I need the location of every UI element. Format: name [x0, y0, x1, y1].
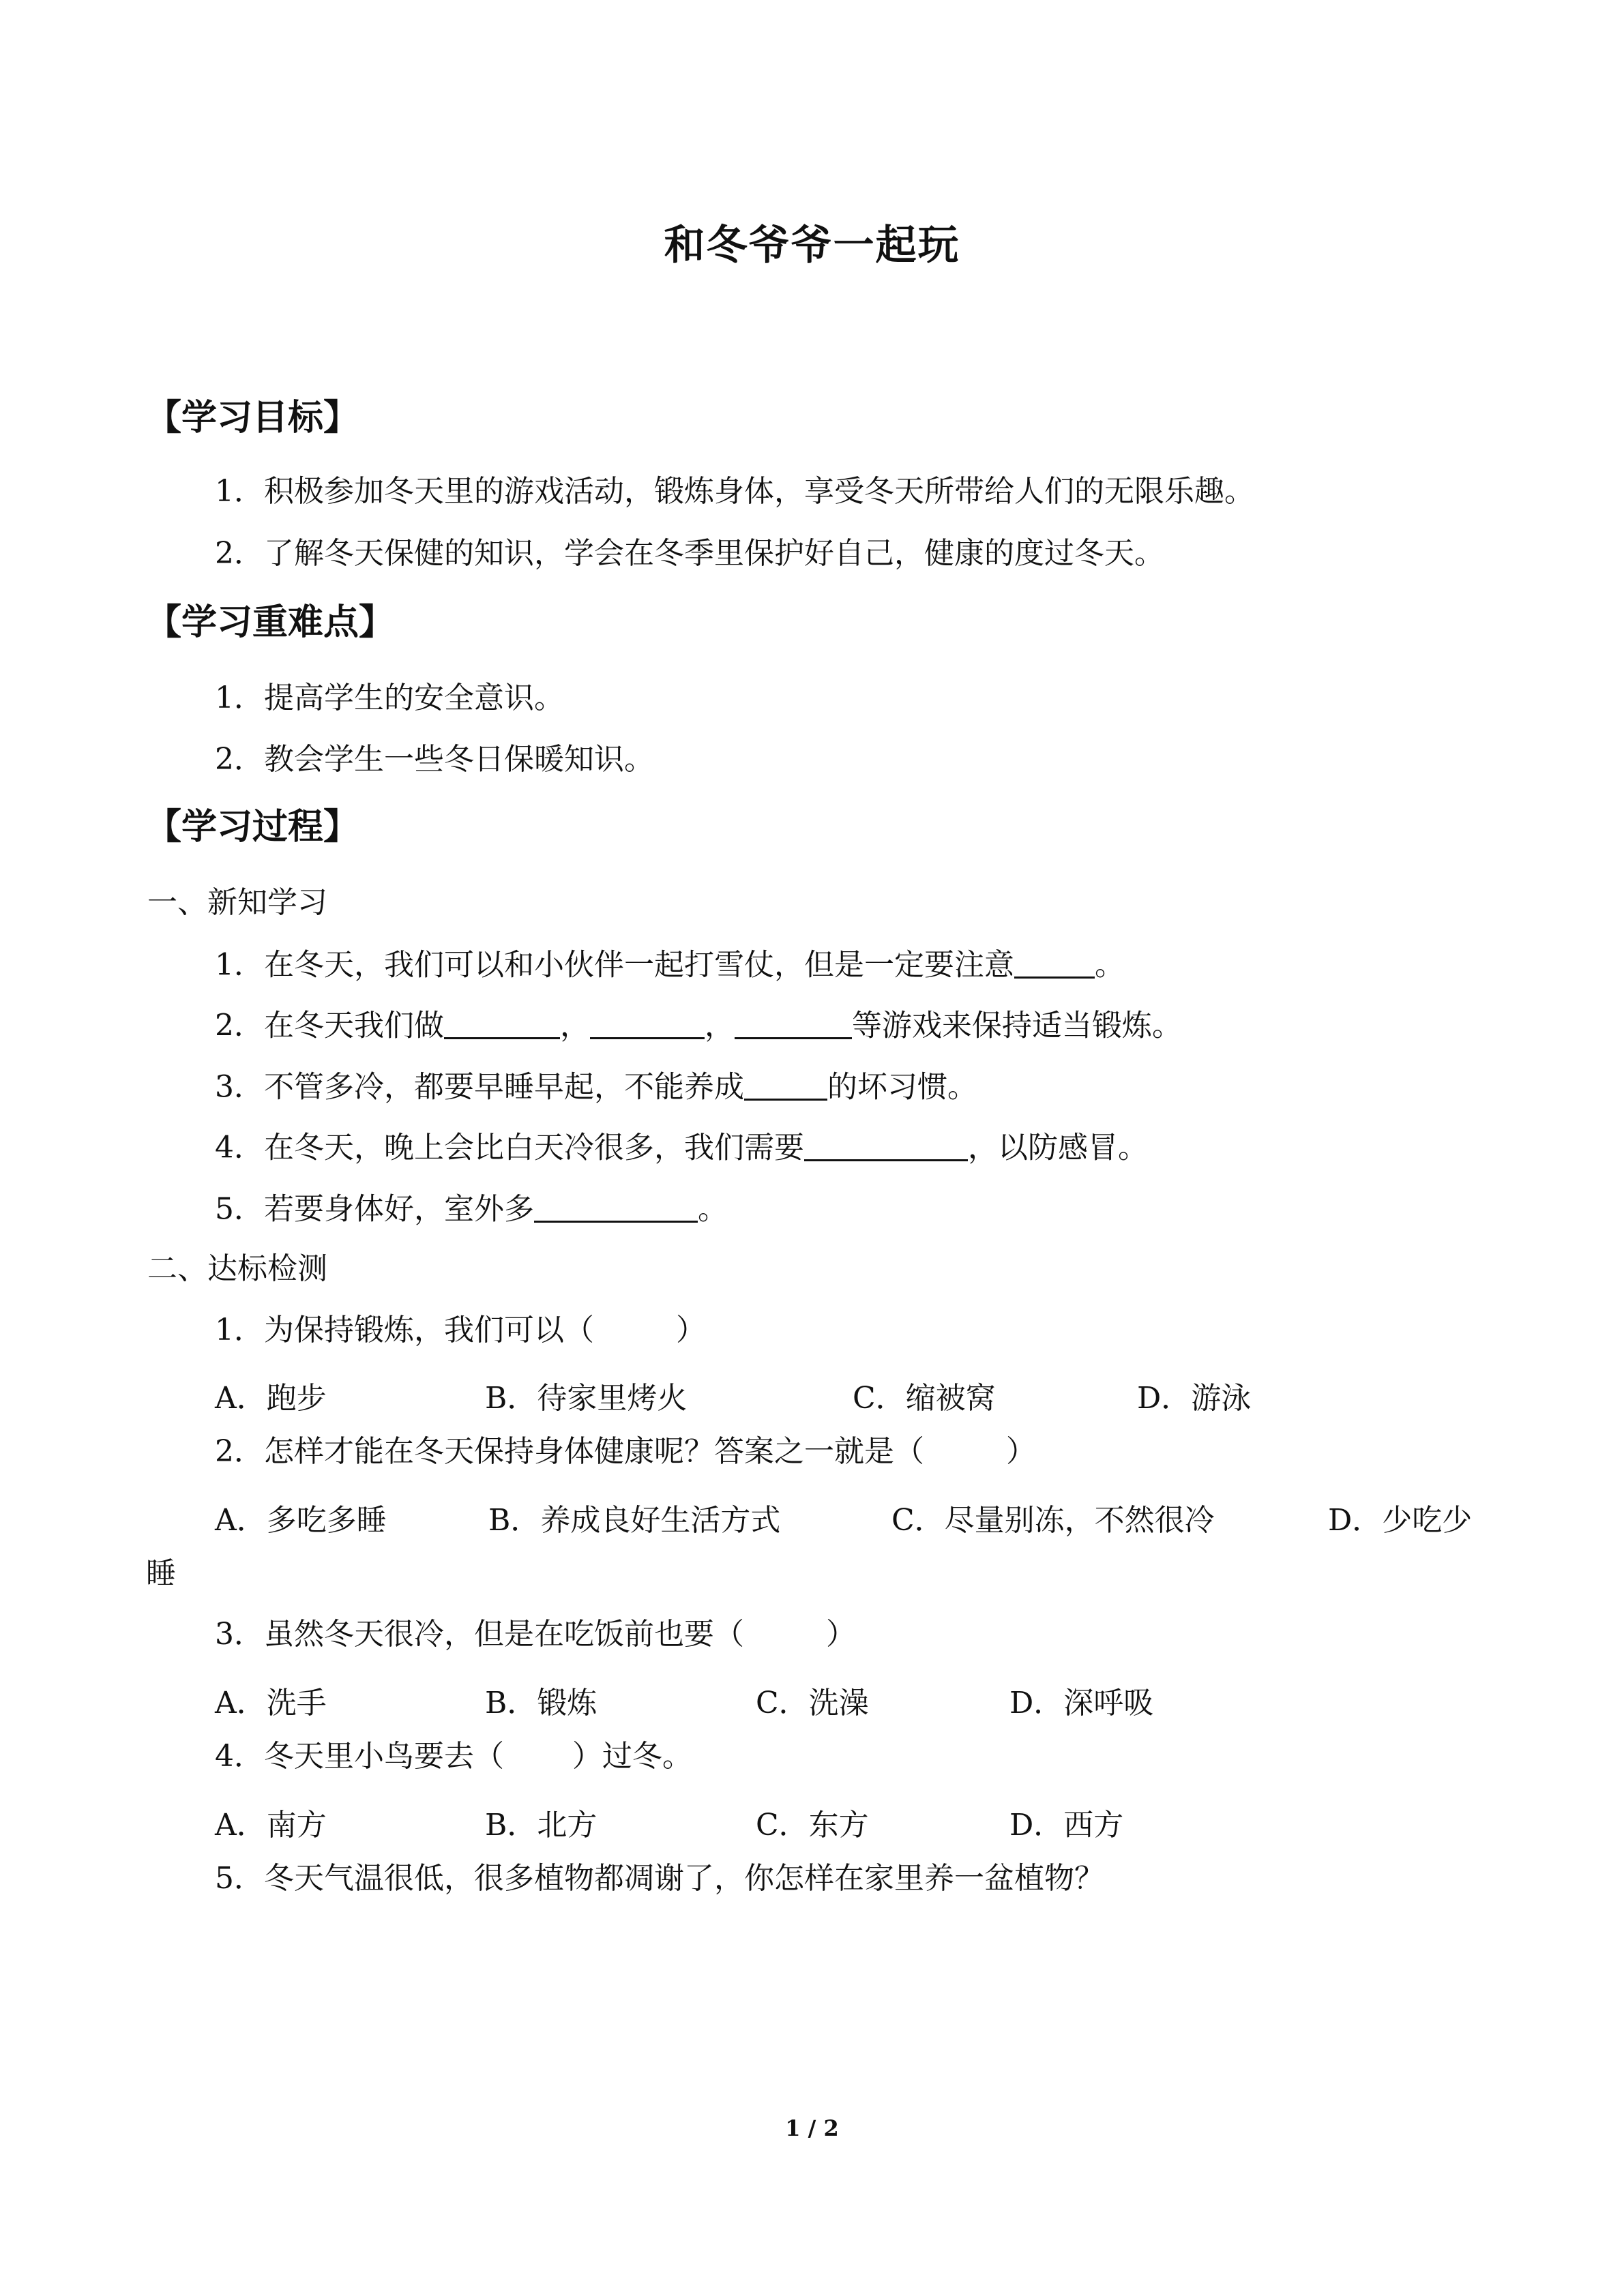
- option[interactable]: A．跑步: [215, 1381, 327, 1416]
- question-text: 2．在冬天我们做: [215, 1008, 444, 1043]
- question-text: 的坏习惯。: [827, 1069, 977, 1105]
- question-text: 3．不管多冷，都要早睡早起，不能养成: [215, 1069, 744, 1105]
- fill-question-4: [215, 1129, 1148, 1167]
- option[interactable]: D．少吃少: [1328, 1503, 1473, 1538]
- question-text: 1．为保持锻炼，我们可以（: [215, 1313, 594, 1347]
- choice-question-4: [215, 1739, 692, 1775]
- question-text: 。: [1095, 947, 1125, 983]
- question-text: 1．在冬天，我们可以和小伙伴一起打雪仗，但是一定要注意: [215, 947, 1014, 983]
- option[interactable]: A．南方: [215, 1808, 327, 1843]
- key-point-item: 1．提高学生的安全意识。: [215, 681, 564, 715]
- option[interactable]: B．养成良好生活方式: [488, 1503, 781, 1538]
- answer-blank[interactable]: [804, 1129, 968, 1161]
- question-text: ）: [1006, 1434, 1036, 1469]
- question-text: 等游戏来保持适当锻炼。: [852, 1008, 1182, 1043]
- question-text: ）过冬。: [572, 1739, 692, 1774]
- part2-heading: 二、达标检测: [147, 1251, 327, 1286]
- option[interactable]: D．西方: [1009, 1808, 1124, 1843]
- option[interactable]: C．尽量别冻，不然很冷: [891, 1503, 1215, 1538]
- option[interactable]: C．东方: [756, 1808, 869, 1843]
- fill-question-5: [215, 1191, 728, 1228]
- option[interactable]: B．待家里烤火: [485, 1381, 688, 1416]
- option[interactable]: C．缩被窝: [853, 1381, 996, 1416]
- fill-question-1: [215, 946, 1125, 984]
- question-text: ，: [560, 1008, 590, 1043]
- fill-question-3: [215, 1069, 977, 1106]
- choice-question-3: [215, 1617, 856, 1653]
- question-text: 3．虽然冬天很冷，但是在吃饭前也要（: [215, 1617, 744, 1652]
- question-text: ，: [705, 1008, 735, 1043]
- choice-question-1: [215, 1313, 706, 1349]
- answer-blank[interactable]: [534, 1191, 698, 1223]
- option[interactable]: A．洗手: [215, 1686, 327, 1720]
- part1-heading: 一、新知学习: [147, 885, 327, 920]
- choice-question-2: [215, 1434, 1036, 1470]
- question-text: ，以防感冒。: [968, 1130, 1148, 1165]
- question-text: 4．在冬天，晚上会比白天冷很多，我们需要: [215, 1130, 804, 1165]
- question-text: ）: [826, 1617, 856, 1652]
- question-text: 2．怎样才能在冬天保持身体健康呢？答案之一就是（: [215, 1434, 924, 1469]
- option[interactable]: D．游泳: [1137, 1381, 1252, 1416]
- question-text: 4．冬天里小鸟要去（: [215, 1739, 504, 1774]
- answer-blank[interactable]: [444, 1007, 560, 1039]
- question-text: 5．若要身体好，室外多: [215, 1191, 534, 1227]
- option[interactable]: D．深呼吸: [1009, 1686, 1154, 1720]
- key-point-item: 2．教会学生一些冬日保暖知识。: [215, 742, 654, 777]
- fill-question-2: [215, 1007, 1182, 1045]
- section-heading-key-points: 【学习重难点】: [146, 601, 395, 643]
- option[interactable]: B．锻炼: [485, 1686, 597, 1720]
- section-heading-goals: 【学习目标】: [146, 397, 359, 438]
- question-text: 。: [698, 1191, 728, 1227]
- section-heading-process: 【学习过程】: [146, 806, 359, 848]
- goal-item: 1．积极参加冬天里的游戏活动，锻炼身体，享受冬天所带给人们的无限乐趣。: [215, 474, 1254, 509]
- answer-blank[interactable]: [735, 1007, 852, 1039]
- option[interactable]: C．洗澡: [756, 1686, 869, 1720]
- open-question-5: 5．冬天气温很低，很多植物都凋谢了，你怎样在家里养一盆植物？: [215, 1861, 1104, 1896]
- option[interactable]: A．多吃多睡: [215, 1503, 387, 1538]
- page-title: 和冬爷爷一起玩: [664, 222, 960, 269]
- page-number: 1 / 2: [785, 2115, 839, 2141]
- question-text: ）: [676, 1313, 706, 1347]
- answer-blank[interactable]: [590, 1007, 705, 1039]
- goal-item: 2．了解冬天保健的知识，学会在冬季里保护好自己，健康的度过冬天。: [215, 536, 1164, 571]
- answer-blank[interactable]: [744, 1069, 827, 1101]
- option-wrap-text: 睡: [146, 1556, 176, 1591]
- answer-blank[interactable]: [1014, 946, 1095, 979]
- option[interactable]: B．北方: [485, 1808, 597, 1843]
